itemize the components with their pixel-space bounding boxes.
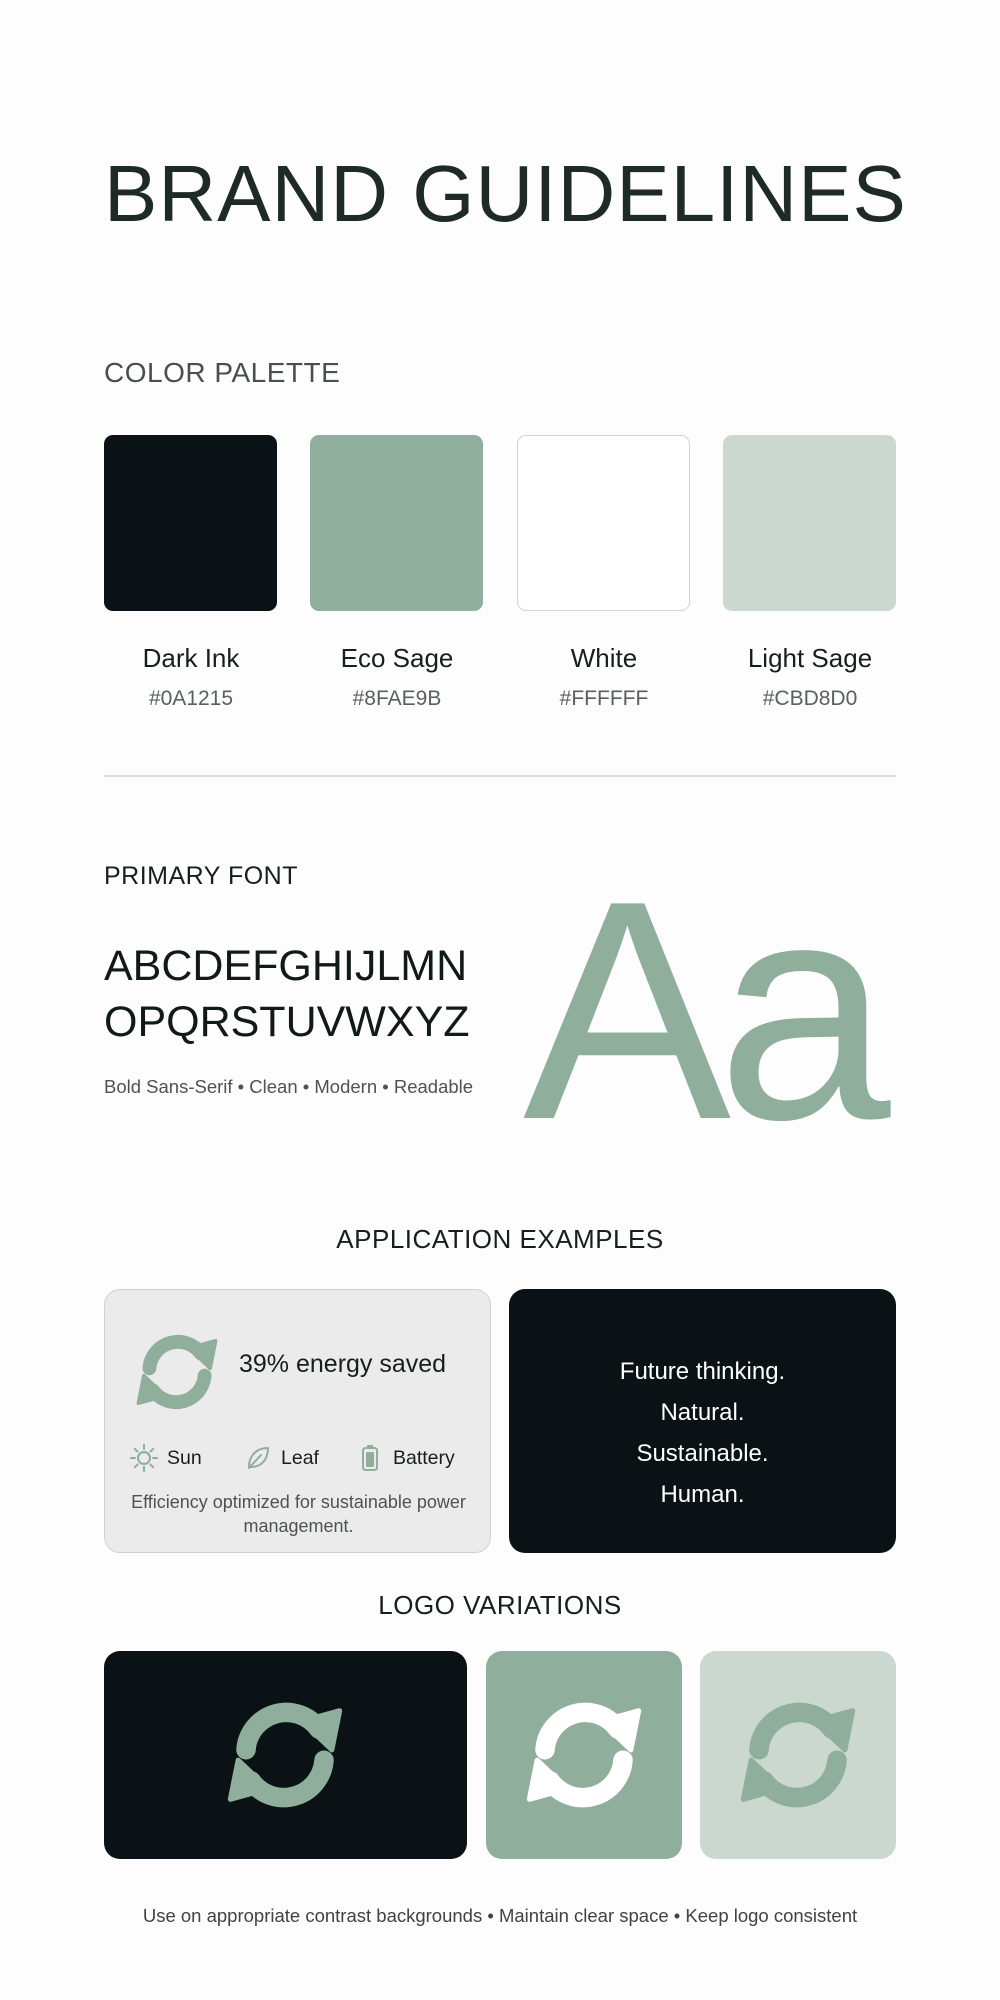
logo-tile-light-sage [700,1651,896,1859]
alphabet-line-1: ABCDEFGHIJLMN [104,942,468,990]
logo-tile-dark [104,1651,467,1859]
page-title: BRAND GUIDELINES [104,149,907,238]
battery-item [355,1440,455,1476]
color-palette-heading: COLOR PALETTE [104,357,341,388]
refresh-cycle-icon [131,1326,223,1418]
logo-variations-heading: LOGO VARIATIONS [378,1590,622,1620]
swatch-name: White [570,643,638,673]
swatch-light-sage [723,435,896,611]
section-divider [104,775,896,777]
swatch-name: Eco Sage [340,643,454,673]
leaf-item [243,1440,319,1476]
alphabet-line-2: OPQRSTUVWXYZ [104,998,470,1046]
refresh-cycle-icon [220,1690,350,1820]
leaf-icon [243,1443,273,1473]
battery-label: Battery [393,1446,455,1469]
primary-font-heading: PRIMARY FONT [104,862,298,890]
sun-item [129,1440,202,1476]
energy-card-caption: Efficiency optimized for sustainable power management. [131,1492,466,1536]
tagline-line: Future thinking. [619,1358,786,1385]
logo-usage-note: Use on appropriate contrast backgrounds • Maintain clear space • Keep logo consistent [142,1905,858,1926]
font-description: Bold Sans-Serif • Clean • Modern • Readable [104,1076,474,1097]
tagline-line: Human. [660,1481,745,1508]
tagline-line: Sustainable. [636,1440,769,1467]
swatch-name: Light Sage [747,643,873,673]
swatch-hex: #8FAE9B [352,687,442,710]
tagline-line: Natural. [660,1399,745,1426]
tagline-text [509,1351,896,1515]
logo-tile-sage [486,1651,682,1859]
energy-saved-card [104,1289,491,1553]
swatch-name: Dark Ink [142,643,240,673]
swatch-eco-sage [310,435,483,611]
sun-icon [129,1443,159,1473]
refresh-cycle-icon [519,1690,649,1820]
leaf-label: Leaf [281,1446,319,1469]
application-examples-heading: APPLICATION EXAMPLES [336,1224,664,1254]
font-specimen-glyph: Aa [523,837,877,1185]
color-palette [104,435,896,735]
refresh-cycle-icon [733,1690,863,1820]
font-alphabet-sample [104,938,470,1050]
swatch-hex: #FFFFFF [559,687,649,710]
swatch-hex: #0A1215 [148,687,234,710]
swatch-hex: #CBD8D0 [762,687,858,710]
battery-icon [355,1443,385,1473]
sun-label: Sun [167,1446,202,1469]
energy-saved-text: 39% energy saved [239,1350,447,1378]
tagline-card [509,1289,896,1553]
swatch-dark-ink [104,435,277,611]
swatch-white [517,435,690,611]
